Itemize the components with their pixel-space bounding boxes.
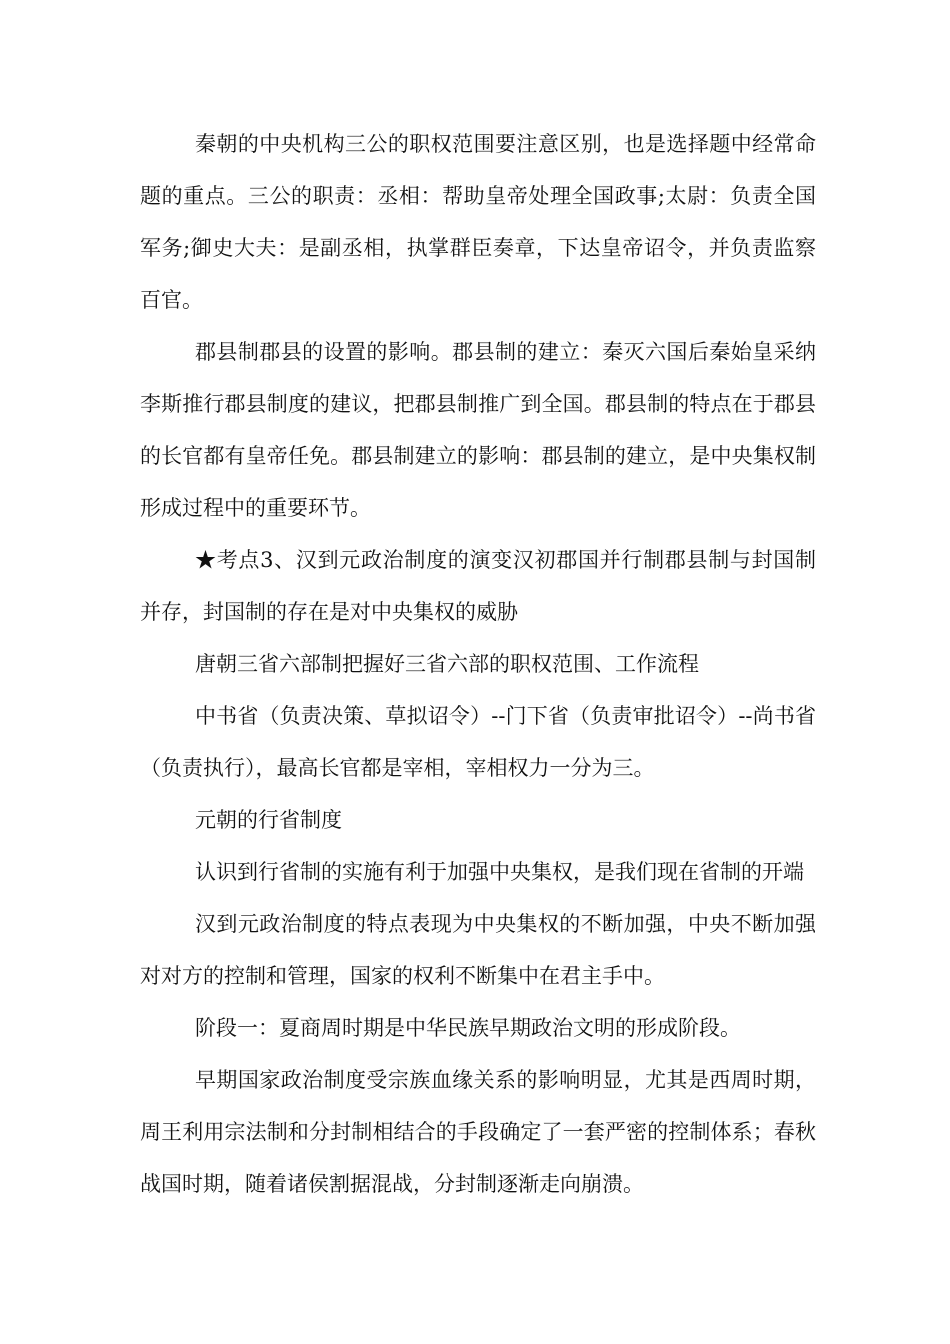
paragraph-tang-three-departments: 唐朝三省六部制把握好三省六部的职权范围、工作流程 [195,652,699,676]
paragraph-key-point-3: ★考点3、汉到元政治制度的演变汉初郡国并行制郡县制与封国制并存，封国制的存在是对中央集权的威胁 [140,548,816,624]
paragraph-province-system-significance: 认识到行省制的实施有利于加强中央集权，是我们现在省制的开端 [195,860,804,884]
document-body [140,118,816,1210]
paragraph-secretariat-chancellery: 中书省（负责决策、草拟诏令）--门下省（负责审批诏令）--尚书省（负责执行），最高长官都是宰相，宰相权力一分为三。 [140,704,816,780]
paragraph-early-state-politics: 早期国家政治制度受宗族血缘关系的影响明显，尤其是西周时期，周王利用宗法制和分封制相结合的手段确定了一套严密的控制体系；春秋战国时期，随着诸侯割据混战，分封制逐渐走向崩溃。 [140,1068,816,1196]
paragraph-qin-three-ministers: 秦朝的中央机构三公的职权范围要注意区别，也是选择题中经常命题的重点。三公的职责：丞相：帮助皇帝处理全国政事;太尉：负责全国军务;御史大夫：是副丞相，执掌群臣奏章，下达皇帝诏令，并负责监察百官。 [140,132,816,312]
paragraph-yuan-province-heading: 元朝的行省制度 [195,808,342,832]
paragraph-han-to-yuan-features: 汉到元政治制度的特点表现为中央集权的不断加强，中央不断加强对对方的控制和管理，国家的权利不断集中在君主手中。 [140,912,816,988]
paragraph-commandery-county-system: 郡县制郡县的设置的影响。郡县制的建立：秦灭六国后秦始皇采纳李斯推行郡县制度的建议，把郡县制推广到全国。郡县制的特点在于郡县的长官都有皇帝任免。郡县制建立的影响：郡县制的建立，是中央集权制形成过程中的重要环节。 [140,340,816,520]
paragraph-stage-one: 阶段一：夏商周时期是中华民族早期政治文明的形成阶段。 [195,1016,741,1040]
